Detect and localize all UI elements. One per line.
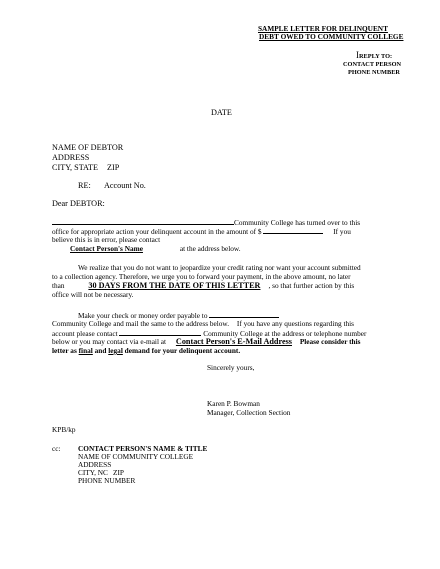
para3-line2: [52, 319, 354, 328]
para3-line5-suffix: demand for your delinquent account.: [124, 346, 241, 355]
para2-line1: We realize that you do not want to jeopardize your credit rating nor want your account submitted: [78, 263, 361, 272]
para1-line3: believe this is in error, please contact: [52, 235, 161, 244]
para2-line3-suffix: , so that further action by this: [268, 281, 355, 290]
contact-person-name: Contact Person's Name: [70, 244, 143, 253]
para1-line4-text: at the address below.: [179, 244, 241, 253]
para2-line3: [52, 281, 354, 290]
para3-line4-text: below or you may contact via e-mail at: [52, 337, 167, 346]
letter-title-line1: SAMPLE LETTER FOR DELINQUENT: [258, 24, 388, 33]
para3-line2-text: Community College and mail the same to the address below.: [52, 319, 230, 328]
typist-initials: KPB/kp: [52, 425, 76, 434]
legal-word: legal: [108, 346, 123, 355]
para3-letter-as: letter as: [52, 346, 77, 355]
para3-line1-text: Make your check or money order payable to: [78, 311, 208, 320]
and-word: and: [94, 346, 107, 355]
debtor-address: ADDRESS: [52, 153, 90, 162]
payment-deadline: 30 DAYS FROM THE DATE OF THIS LETTER: [88, 281, 261, 290]
debtor-zip: ZIP: [107, 163, 120, 172]
para3-line4: [52, 337, 360, 346]
para2-line4: office will not be necessary.: [52, 290, 134, 299]
reply-phone-number: PHONE NUMBER: [348, 69, 400, 76]
final-word: final: [78, 346, 93, 355]
para2-than: than: [52, 281, 65, 290]
para1-line4: [52, 244, 241, 253]
cc-phone: PHONE NUMBER: [78, 476, 136, 485]
closing: Sincerely yours,: [207, 363, 255, 372]
contact-blank: [119, 328, 201, 336]
para3-line5: [52, 346, 240, 355]
salutation: Dear DEBTOR:: [52, 199, 105, 208]
reply-to-label: [356, 51, 392, 61]
amount-blank: [263, 226, 323, 234]
para1-line2-suffix: If you: [333, 227, 351, 236]
letter-date: DATE: [211, 108, 232, 117]
cc-zip: ZIP: [113, 468, 124, 477]
cc-contact-name-title: CONTACT PERSON'S NAME & TITLE: [78, 444, 208, 453]
para1-line1-text: Community College has turned over to this: [234, 218, 361, 227]
letter-title-line2: DEBT OWED TO COMMUNITY COLLEGE: [259, 32, 404, 41]
para1-line2-text: office for appropriate action your delinquent account in the amount of $: [52, 227, 262, 236]
para2-line2: to a collection agency. Therefore, we urge you to forward your payment, in the above amount, no later: [52, 272, 351, 281]
reply-to-text: REPLY TO:: [359, 53, 393, 60]
signer-title: Manager, Collection Section: [207, 408, 291, 417]
payee-blank: [209, 310, 279, 318]
re-label: RE:: [78, 181, 91, 190]
para3-line4-suffix: Please consider this: [299, 337, 361, 346]
reply-contact-person: CONTACT PERSON: [343, 61, 402, 68]
cc-label: cc:: [52, 444, 61, 453]
cc-college-name: NAME OF COMMUNITY COLLEGE: [78, 452, 194, 461]
re-account-number: Account No.: [104, 181, 146, 190]
para3-line3-suffix: Community College at the address or telephone number: [203, 329, 367, 338]
contact-email: Contact Person's E-Mail Address: [175, 337, 292, 346]
reply-to-marker: I: [356, 50, 359, 60]
college-name-blank: [52, 217, 234, 225]
debtor-name: NAME OF DEBTOR: [52, 143, 124, 152]
para3-line2-suffix: If you have any questions regarding this: [236, 319, 355, 328]
debtor-city-state: CITY, STATE: [52, 163, 99, 172]
cc-city: CITY, NC: [78, 468, 108, 477]
para3-line3-text: account please contact: [52, 329, 118, 338]
signer-name: Karen P. Bowman: [207, 399, 260, 408]
cc-address: ADDRESS: [78, 460, 112, 469]
